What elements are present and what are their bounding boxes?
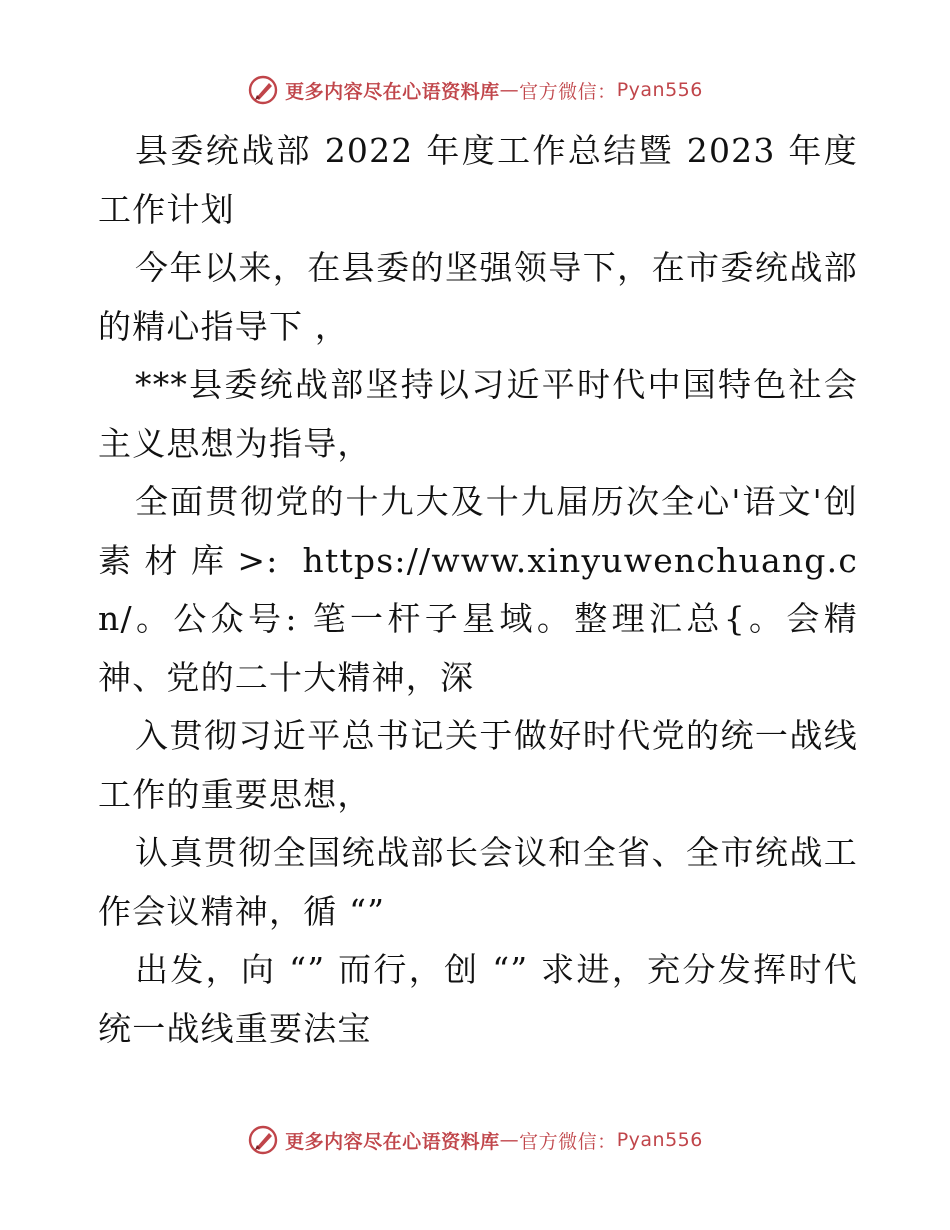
- banner-wechat-id: Pyan556: [616, 1129, 703, 1151]
- banner-main-text: 更多内容尽在心语资料库: [285, 80, 500, 103]
- quill-pen-logo-icon: [247, 1124, 279, 1156]
- footer-banner: [0, 1120, 950, 1160]
- paragraph: 认真贯彻全国统战部长会议和全省、全市统战工作会议精神，循 “”: [98, 833, 858, 931]
- banner-main-text: 更多内容尽在心语资料库: [285, 1130, 500, 1153]
- quill-pen-logo-icon: [247, 74, 279, 106]
- document-title: 县委统战部 2022 年度工作总结暨 2023 年度工作计划: [98, 131, 858, 229]
- document-body: [98, 122, 858, 1058]
- banner-dash: —: [499, 1129, 520, 1151]
- paragraph: 今年以来，在县委的坚强领导下，在市委统战部的精心指导下 ，: [98, 248, 858, 346]
- banner-wechat-id: Pyan556: [616, 79, 703, 101]
- banner-wechat-label: 官方微信：: [519, 1130, 617, 1153]
- paragraph: 全面贯彻党的十九大及十九届历次全心'语文'创素材库>: https://www.xinyuwenchuang.cn/。公众号: 笔一杆子星域。整理汇总{。会精神、党的二十大精神，深: [98, 482, 858, 697]
- paragraph: 出发，向 “” 而行，创 “” 求进，充分发挥时代统一战线重要法宝: [98, 950, 858, 1048]
- paragraph: 入贯彻习近平总书记关于做好时代党的统一战线工作的重要思想，: [98, 716, 858, 814]
- banner-wechat-label: 官方微信：: [519, 80, 617, 103]
- paragraph: ***县委统战部坚持以习近平时代中国特色社会主义思想为指导，: [98, 365, 858, 463]
- header-banner: [0, 70, 950, 110]
- banner-dash: —: [499, 79, 520, 101]
